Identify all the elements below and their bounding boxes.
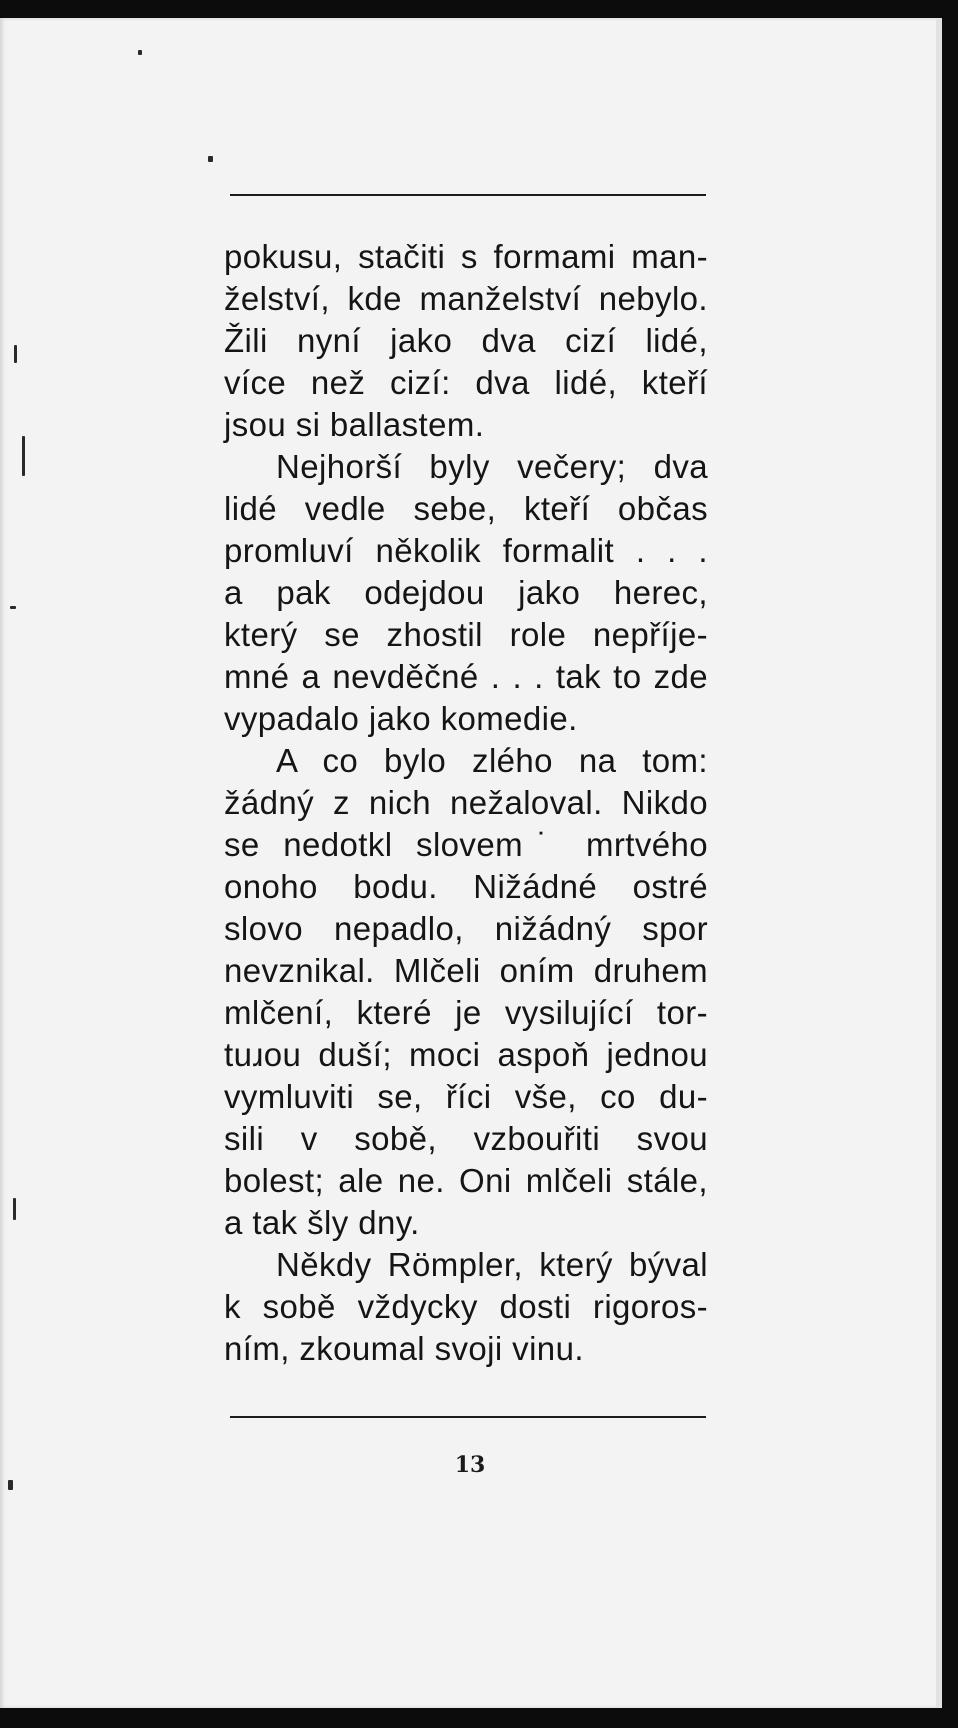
text-line: nevznikal. Mlčeli oním druhem <box>224 952 708 989</box>
text-line: promluví několik formalit . . . <box>224 532 708 569</box>
text-line: želství, kde manželství nebylo. <box>224 280 708 317</box>
scan-speck <box>14 345 17 363</box>
scan-speck <box>8 1480 13 1490</box>
text-line: více než cizí: dva lidé, kteří <box>224 364 708 401</box>
text-line: vymluviti se, říci vše, co du- <box>224 1078 708 1115</box>
text-line: lidé vedle sebe, kteří občas <box>224 490 708 527</box>
text-line: jsou si ballastem. <box>224 406 485 443</box>
text-line: tuɹou duší; moci aspoň jednou <box>224 1036 708 1073</box>
page-number: 13 <box>454 1452 486 1478</box>
text-line: mné a nevděčné . . . tak to zde <box>224 658 708 695</box>
scan-speck <box>138 50 142 55</box>
page-edge <box>936 18 942 1708</box>
text-line: a tak šly dny. <box>224 1204 420 1241</box>
text-line: onoho bodu. Nižádné ostré <box>224 868 708 905</box>
text-line: se nedotkl slovem˙ mrtvého <box>224 826 708 863</box>
text-line: a pak odejdou jako herec, <box>224 574 708 611</box>
scan-speck <box>22 436 25 476</box>
text-line: sili v sobě, vzbouřiti svou <box>224 1120 708 1157</box>
body-text <box>224 236 708 1370</box>
text-line: mlčení, které je vysilující tor- <box>224 994 708 1031</box>
text-line: ním, zkoumal svoji vinu. <box>224 1330 584 1367</box>
text-line: Žili nyní jako dva cizí lidé, <box>224 322 708 359</box>
scan-speck <box>10 606 16 609</box>
paragraph-start-line: Nejhorší byly večery; dva <box>276 448 708 485</box>
text-line: slovo nepadlo, nižádný spor <box>224 910 708 947</box>
text-line: který se zhostil role nepříje- <box>224 616 708 653</box>
text-line: k sobě vždycky dosti rigoros- <box>224 1288 708 1325</box>
paragraph-start-line: A co bylo zlého na tom: <box>276 742 708 779</box>
text-line: bolest; ale ne. Oni mlčeli stále, <box>224 1162 708 1199</box>
header-rule <box>230 194 706 196</box>
scan-speck <box>208 156 213 162</box>
text-line: vypadalo jako komedie. <box>224 700 578 737</box>
text-line: pokusu, stačiti s formami man- <box>224 238 708 275</box>
scan-speck <box>13 1198 16 1220</box>
paragraph-start-line: Někdy Römpler, který býval <box>276 1246 708 1283</box>
footer-rule <box>230 1416 706 1418</box>
text-line: žádný z nich nežaloval. Nikdo <box>224 784 708 821</box>
